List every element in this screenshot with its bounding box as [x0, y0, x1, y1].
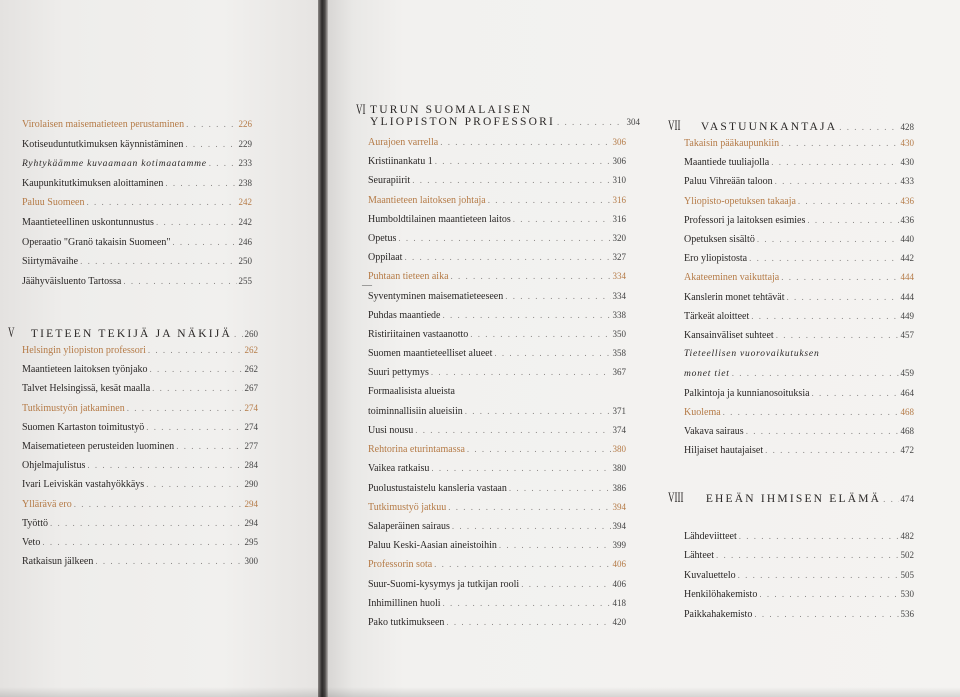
- toc-entry: [684, 214, 914, 227]
- toc-entry-page: 444: [900, 291, 914, 302]
- toc-entry: [684, 588, 914, 601]
- toc-entry: [684, 569, 914, 582]
- toc-entry-page: 358: [612, 348, 626, 359]
- toc-entry: [22, 118, 252, 131]
- dot-leader: [431, 462, 610, 474]
- dot-leader: [146, 478, 242, 490]
- toc-entry: [368, 501, 626, 514]
- toc-entry-title: Kansainväliset suhteet: [684, 330, 774, 341]
- toc-entry: [368, 539, 626, 552]
- section-title: VASTUUNKANTAJA: [700, 121, 838, 133]
- toc-entry-title: Maantieteen laitoksen työnjako: [22, 364, 148, 376]
- toc-entry: [22, 196, 252, 209]
- toc-entry: [368, 328, 626, 341]
- toc-entry-page: 472: [900, 445, 914, 456]
- dot-leader: [716, 549, 899, 561]
- dot-leader: [148, 344, 243, 356]
- toc-entry-page: 436: [900, 214, 914, 225]
- toc-entry-title: Jäähyväisluento Tartossa: [22, 275, 122, 287]
- toc-entry: [368, 386, 626, 398]
- toc-entry-page: 367: [612, 367, 626, 378]
- toc-entry: [22, 478, 258, 491]
- dot-leader: [751, 310, 898, 322]
- dot-leader: [152, 382, 242, 394]
- toc-entry-page: 306: [612, 156, 626, 167]
- toc-entry: [22, 138, 252, 151]
- toc-entry-title: Puolustustaistelu kansleria vastaan: [368, 482, 507, 494]
- toc-entry-page: 371: [612, 405, 626, 416]
- toc-entry-title: Ero yliopistosta: [684, 253, 748, 265]
- toc-entry: [684, 233, 914, 246]
- toc-entry-title: Maantieteen laitoksen johtaja: [368, 194, 486, 206]
- dot-leader: [488, 194, 611, 206]
- toc-entry-page: 433: [900, 176, 914, 187]
- toc-entry: [368, 597, 626, 610]
- toc-entry-page: 468: [900, 406, 914, 417]
- toc-entry-page: 468: [900, 426, 914, 436]
- toc-entry: [22, 459, 258, 472]
- toc-entry: [22, 421, 258, 434]
- toc-entry-page: 246: [238, 236, 252, 247]
- dot-leader: [754, 608, 898, 620]
- toc-entry-title: Tutkimustyön jatkaminen: [22, 402, 125, 414]
- dot-leader: [776, 329, 899, 341]
- toc-entry: [22, 216, 252, 229]
- toc-entry-title: Vaikea ratkaisu: [368, 463, 430, 475]
- toc-entry-title: Hiljaiset hautajaiset: [684, 445, 764, 457]
- dot-leader: [156, 216, 237, 228]
- dot-leader: [467, 443, 611, 455]
- toc-entry: [684, 137, 914, 150]
- toc-entry-title: Paluu Suomeen: [22, 197, 85, 209]
- toc-entry-title: Rehtorina eturintamassa: [368, 444, 465, 456]
- toc-entry-page: 464: [900, 387, 914, 398]
- section-title: EHEÄN IHMISEN ELÄMÄ: [705, 493, 882, 505]
- dot-leader: [723, 406, 899, 418]
- toc-entry: [368, 232, 626, 245]
- toc-entry-title: Puhdas maantiede: [368, 309, 441, 321]
- toc-entry-title: Maantieteellinen uskontunnustus: [22, 217, 154, 228]
- toc-entry-title: Kuolema: [684, 406, 721, 418]
- dot-leader: [186, 118, 236, 130]
- toc-entry: [368, 194, 626, 207]
- toc-entry-page: 380: [612, 463, 626, 474]
- toc-entry-title: Ratkaisun jälkeen: [22, 556, 94, 568]
- toc-entry-page: 420: [612, 617, 626, 627]
- dot-leader: [470, 328, 610, 340]
- toc-entry-title: Veto: [22, 537, 41, 548]
- toc-entry-title: Ivari Leiviskän vastahyökkäys: [22, 479, 145, 491]
- toc-entry: [368, 520, 626, 533]
- toc-entry-page: 530: [900, 589, 914, 600]
- section-number: VII: [668, 118, 681, 134]
- toc-entry: [684, 348, 914, 360]
- toc-entry-title: Suur-Suomi-kysymys ja tutkijan rooli: [368, 578, 520, 590]
- toc-entry-title: Kotiseuduntutkimuksen käynnistäminen: [22, 138, 184, 150]
- toc-entry-title: Paikkahakemisto: [684, 608, 753, 620]
- section-page: 260: [244, 329, 258, 339]
- toc-entry-page: 444: [900, 272, 914, 283]
- toc-entry-title: Suomen maantieteelliset alueet: [368, 348, 493, 360]
- toc-entry-title: Palkintoja ja kunnianosoituksia: [684, 387, 810, 399]
- dot-leader: [781, 137, 898, 149]
- toc-entry-title: Helsingin yliopiston professori: [22, 345, 146, 356]
- dot-leader: [509, 482, 611, 494]
- dot-leader: [87, 196, 237, 208]
- dot-leader: [749, 252, 898, 264]
- toc-entry-title: Puhtaan tieteen aika: [368, 271, 449, 283]
- toc-entry: [684, 387, 914, 400]
- toc-entry: [368, 578, 626, 591]
- toc-entry-title: Akateeminen vaikuttaja: [684, 272, 780, 284]
- section-number: VI: [356, 102, 366, 118]
- toc-entry: [684, 608, 914, 621]
- dot-leader: [404, 251, 610, 263]
- dot-leader: [172, 236, 236, 248]
- toc-entry-page: 338: [612, 309, 626, 320]
- toc-entry-title: Siirtymävaihe: [22, 256, 79, 268]
- toc-entry-title: Syventyminen maisematieteeseen: [368, 290, 504, 302]
- toc-entry-page: 436: [900, 195, 914, 206]
- toc-entry-page: 536: [900, 608, 914, 619]
- toc-entry-page: 294: [244, 498, 258, 509]
- toc-entry-page: 229: [238, 138, 252, 149]
- toc-entry: [684, 444, 914, 457]
- section-number: VIII: [668, 490, 684, 506]
- toc-entry-page: 459: [900, 368, 914, 379]
- dot-leader: [185, 138, 236, 150]
- toc-entry-page: 242: [238, 197, 252, 208]
- toc-entry-page: 316: [612, 194, 626, 205]
- toc-entry-title: Maantiede tuuliajolla: [684, 157, 770, 169]
- dot-leader: [505, 290, 610, 302]
- toc-entry-page: 505: [900, 569, 914, 580]
- toc-entry-title: Inhimillinen huoli: [368, 597, 441, 609]
- dot-leader: [448, 501, 610, 513]
- toc-entry-title: Seurapiirit: [368, 175, 411, 187]
- book-gutter: [318, 0, 328, 697]
- toc-entry-title: Aurajoen varrella: [368, 137, 439, 148]
- toc-entry-title: Ohjelmajulistus: [22, 460, 86, 472]
- toc-entry-page: 306: [612, 137, 626, 147]
- toc-entry-title: Tutkimustyö jatkuu: [368, 501, 447, 513]
- toc-entry-page: 350: [612, 329, 626, 339]
- dot-leader: [127, 402, 243, 414]
- toc-entry-page: 284: [244, 460, 258, 471]
- toc-entry: [684, 329, 914, 342]
- toc-entry-title: toiminnallisiin alueisiin: [368, 405, 463, 417]
- dot-leader: [451, 270, 611, 282]
- toc-entry: [368, 290, 626, 303]
- dot-leader: [757, 233, 899, 245]
- dot-leader: [452, 520, 611, 532]
- toc-entry-title: Paluu Vihreään taloon: [684, 176, 773, 188]
- section-vii-heading: [668, 118, 914, 135]
- section-number: V: [8, 325, 15, 341]
- toc-entry-title: Yllärävä ero: [22, 498, 72, 510]
- dot-leader: [759, 588, 898, 600]
- toc-entry-page: 449: [900, 310, 914, 321]
- dot-leader: [787, 291, 899, 303]
- toc-entry-page: 442: [900, 253, 914, 264]
- dot-leader: [95, 555, 242, 567]
- dot-leader: [74, 498, 243, 510]
- toc-entry: [22, 382, 258, 395]
- section-title: TIETEEN TEKIJÄ JA NÄKIJÄ: [30, 328, 232, 340]
- toc-entry-title: Ryhtykäämme kuvaamaan kotimaatamme: [22, 159, 207, 170]
- toc-entry: [368, 405, 626, 418]
- dot-leader: [771, 156, 898, 168]
- dot-leader: [765, 444, 898, 456]
- toc-entry-page: 250: [238, 256, 252, 267]
- toc-entry-page: 262: [244, 345, 258, 355]
- toc-entry: [368, 462, 626, 475]
- dot-leader: [42, 536, 242, 548]
- toc-entry-title: Humboldtilainen maantieteen laitos: [368, 213, 511, 225]
- toc-entry: [368, 155, 626, 168]
- toc-entry: [22, 555, 258, 568]
- dot-leader: [209, 157, 237, 169]
- toc-entry-page: 399: [612, 540, 626, 551]
- toc-entry-page: 386: [612, 482, 626, 493]
- toc-entry: [22, 536, 258, 549]
- toc-entry-page: 310: [612, 175, 626, 186]
- toc-entry: [684, 291, 914, 304]
- dot-leader: [80, 255, 236, 267]
- toc-entry: [22, 440, 258, 453]
- section-page: 428: [900, 122, 914, 132]
- dot-leader: [739, 530, 899, 542]
- dot-leader: [443, 597, 611, 609]
- dot-leader: [812, 387, 899, 399]
- toc-entry-page: 418: [612, 597, 626, 608]
- toc-entry-title: Kristiinankatu 1: [368, 156, 433, 168]
- toc-entry-page: 267: [244, 383, 258, 394]
- toc-entry: [22, 344, 258, 357]
- toc-entry-page: 233: [238, 158, 252, 169]
- toc-entry-title: monet tiet: [684, 369, 730, 380]
- section-page: 304: [626, 117, 640, 127]
- toc-entry: [22, 255, 252, 268]
- toc-entry: [684, 530, 914, 543]
- toc-entry-title: Kanslerin monet tehtävät: [684, 291, 785, 303]
- toc-entry-title: Uusi nousu: [368, 425, 414, 436]
- toc-entry-title: Henkilöhakemisto: [684, 589, 758, 601]
- toc-entry-page: 482: [900, 531, 914, 541]
- toc-entry-page: 300: [244, 556, 258, 567]
- dot-leader: [434, 558, 610, 570]
- toc-entry: [368, 136, 626, 149]
- dot-leader: [442, 309, 610, 321]
- toc-entry: [368, 366, 626, 379]
- section-vi-heading: [356, 102, 640, 128]
- dot-leader: [775, 175, 899, 187]
- toc-entry: [684, 175, 914, 188]
- toc-entry-page: 334: [612, 271, 626, 282]
- toc-entry-page: 380: [612, 444, 626, 455]
- toc-entry-page: 406: [612, 559, 626, 570]
- toc-entry-page: 316: [612, 213, 626, 224]
- toc-entry-title: Paluu Keski-Aasian aineistoihin: [368, 540, 497, 552]
- dot-leader: [165, 177, 236, 189]
- toc-entry-page: 394: [612, 521, 626, 531]
- toc-entry-page: 277: [244, 441, 258, 451]
- toc-entry: [684, 367, 914, 380]
- dot-leader: [440, 136, 610, 148]
- toc-entry: [684, 549, 914, 562]
- toc-entry-title: Talvet Helsingissä, kesät maalla: [22, 383, 151, 395]
- toc-entry: [368, 347, 626, 360]
- toc-entry: [684, 310, 914, 323]
- dot-leader: [781, 271, 898, 283]
- toc-entry: [368, 424, 626, 437]
- toc-entry: [684, 406, 914, 419]
- right-page: [328, 0, 960, 697]
- toc-entry-title: Oppilaat: [368, 252, 403, 264]
- toc-entry-title: Tärkeät aloitteet: [684, 310, 750, 322]
- toc-entry-page: 320: [612, 233, 626, 243]
- dot-leader: [176, 440, 242, 452]
- toc-entry: [368, 270, 626, 283]
- dot-leader: [521, 578, 610, 590]
- toc-entry-page: 394: [612, 501, 626, 512]
- dot-leader: [435, 155, 611, 167]
- toc-entry-title: Professori ja laitoksen esimies: [684, 214, 806, 226]
- dot-leader: [87, 459, 242, 471]
- toc-entry: [368, 309, 626, 322]
- dot-leader: [446, 616, 610, 628]
- toc-entry: [684, 156, 914, 169]
- toc-entry-page: 262: [244, 364, 258, 375]
- toc-entry: [368, 616, 626, 629]
- dot-leader: [798, 195, 899, 207]
- toc-entry-title: Operaatio "Granö takaisin Suomeen": [22, 236, 171, 248]
- toc-entry-title: Yliopisto-opetuksen takaaja: [684, 195, 796, 207]
- dot-leader: [150, 363, 243, 375]
- toc-entry-title: Lähteet: [684, 550, 714, 562]
- toc-entry: [684, 271, 914, 284]
- toc-entry: [684, 252, 914, 265]
- toc-entry-page: 327: [612, 252, 626, 263]
- section-page: 474: [900, 494, 914, 504]
- left-page: [0, 0, 318, 697]
- toc-entry-title: Suuri pettymys: [368, 367, 429, 379]
- toc-entry-page: 374: [612, 425, 626, 435]
- section-v-heading: [8, 325, 258, 342]
- dot-leader: [738, 569, 899, 581]
- toc-entry-page: 502: [900, 550, 914, 561]
- dot-leader: [431, 366, 611, 378]
- dot-leader: [123, 275, 236, 287]
- toc-entry: [368, 482, 626, 495]
- toc-entry: [368, 443, 626, 456]
- toc-entry: [684, 195, 914, 208]
- toc-entry: [368, 251, 626, 264]
- dot-leader: [146, 421, 242, 433]
- toc-entry-page: 294: [244, 517, 258, 528]
- dot-leader: [398, 232, 610, 244]
- toc-entry-page: 440: [900, 234, 914, 244]
- toc-entry: [22, 517, 258, 530]
- dot-leader: [465, 405, 611, 417]
- toc-entry-page: 295: [244, 537, 258, 547]
- toc-entry: [368, 558, 626, 571]
- toc-entry: [22, 236, 252, 249]
- toc-entry: [22, 177, 252, 190]
- toc-entry-title: Tieteellisen vuorovaikutuksen: [684, 349, 820, 360]
- toc-entry: [368, 174, 626, 187]
- toc-entry-title: Maisematieteen perusteiden luominen: [22, 441, 175, 452]
- dot-leader: [807, 214, 898, 226]
- dot-leader: [494, 347, 610, 359]
- dot-leader: [513, 213, 611, 225]
- dot-leader: [746, 425, 899, 437]
- section-title-line1: TURUN SUOMALAISEN: [370, 104, 533, 116]
- toc-entry-title: Kuvaluettelo: [684, 569, 736, 581]
- toc-entry-title: Ristiriitainen vastaanotto: [368, 329, 469, 340]
- dot-leader: [415, 424, 610, 436]
- toc-entry-title: Kaupunkitutkimuksen aloittaminen: [22, 177, 164, 189]
- toc-entry-title: Suomen Kartaston toimitustyö: [22, 421, 145, 433]
- dot-leader: [412, 174, 610, 186]
- toc-entry: [368, 213, 626, 226]
- toc-entry-title: Vakava sairaus: [684, 426, 744, 437]
- toc-entry-title: Takaisin pääkaupunkiin: [684, 138, 780, 149]
- toc-entry-page: 430: [900, 157, 914, 168]
- toc-entry-title: Pako tutkimukseen: [368, 617, 445, 628]
- toc-entry-title: Opetuksen sisältö: [684, 234, 755, 245]
- section-viii-heading: [668, 490, 914, 507]
- dot-leader: [499, 539, 611, 551]
- toc-entry-page: 406: [612, 578, 626, 589]
- toc-entry-page: 226: [238, 119, 252, 129]
- toc-entry-page: 334: [612, 290, 626, 301]
- section-title-line2: YLIOPISTON PROFESSORI: [370, 116, 555, 128]
- toc-entry: [22, 363, 258, 376]
- toc-entry-page: 274: [244, 402, 258, 413]
- toc-entry-title: Salaperäinen sairaus: [368, 521, 450, 532]
- toc-entry-page: 457: [900, 330, 914, 340]
- toc-entry: [22, 402, 258, 415]
- toc-entry: [22, 498, 258, 511]
- toc-entry-title: Virolaisen maisematieteen perustaminen: [22, 119, 185, 130]
- toc-entry: [22, 275, 252, 288]
- toc-entry-title: Opetus: [368, 233, 397, 244]
- toc-entry-page: 290: [244, 479, 258, 490]
- toc-entry-page: 274: [244, 421, 258, 432]
- dot-leader: [50, 517, 243, 529]
- toc-entry-page: 238: [238, 177, 252, 188]
- toc-entry: [22, 157, 252, 170]
- toc-entry-page: 255: [238, 275, 252, 286]
- toc-entry-page: 242: [238, 217, 252, 227]
- toc-entry-page: 430: [900, 138, 914, 148]
- dot-leader: [732, 367, 899, 379]
- toc-entry-title: Professorin sota: [368, 559, 433, 571]
- toc-entry-title: Formaalisista alueista: [368, 385, 455, 397]
- toc-entry: [684, 425, 914, 438]
- toc-entry-title: Lähdeviitteet: [684, 531, 737, 542]
- toc-entry-title: Työttö: [22, 517, 48, 529]
- margin-mark: —: [362, 280, 372, 291]
